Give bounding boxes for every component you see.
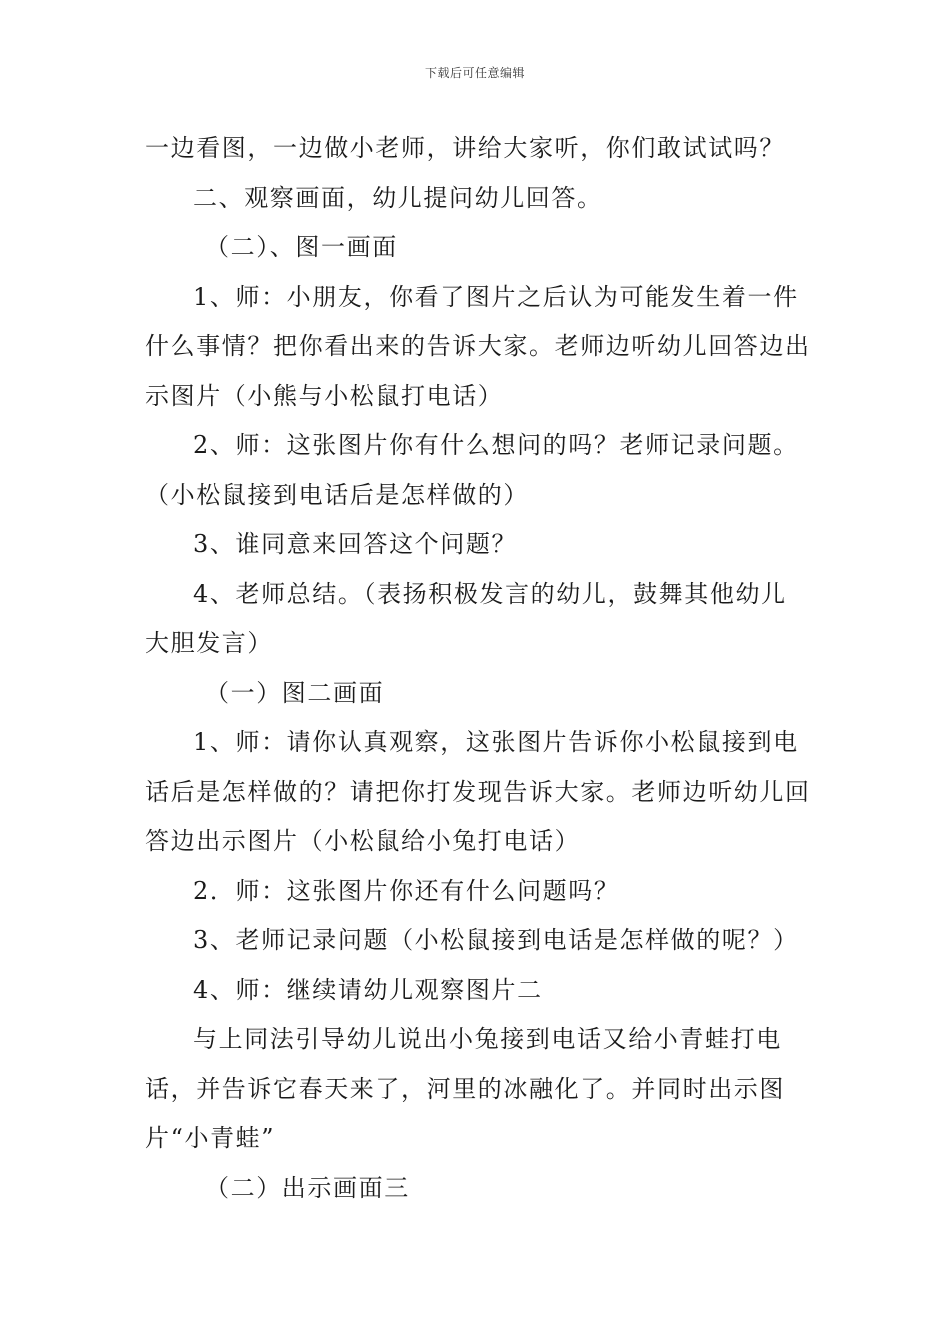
paragraph: 4、老师总结。（表扬积极发言的幼儿，鼓舞其他幼儿大胆发言） [145,579,787,657]
paragraph: 2．师：这张图片你还有什么问题吗？ [193,876,620,905]
page-header: 下载后可任意编辑 [424,66,525,80]
document-body [145,124,811,1213]
paragraph: 与上同法引导幼儿说出小兔接到电话又给小青蛙打电话，并告诉它春天来了，河里的冰融化了。并同时出示图片“小青蛙” [145,1025,785,1152]
subsection-heading: （二）出示画面三 [205,1173,410,1202]
section-heading: 二、观察画面，幼儿提问幼儿回答。 [193,183,603,212]
paragraph: 3、老师记录问题（小松鼠接到电话是怎样做的呢？） [193,926,799,954]
paragraph: 2、师：这张图片你有什么想问的吗？老师记录问题。（小松鼠接到电话后是怎样做的） [145,431,799,509]
paragraph: 1、师：小朋友，你看了图片之后认为可能发生着一件什么事情？把你看出来的告诉大家。老师边听幼儿回答边出示图片（小熊与小松鼠打电话） [145,282,811,410]
paragraph: 3、谁同意来回答这个问题？ [193,530,518,558]
paragraph: 1、师：请你认真观察，这张图片告诉你小松鼠接到电话后是怎样做的？请把你打发现告诉大家。老师边听幼儿回答边出示图片（小松鼠给小兔打电话） [145,728,811,855]
subsection-heading: （一）图二画面 [205,678,385,707]
paragraph: 4、师：继续请幼儿观察图片二 [193,975,543,1004]
paragraph: 一边看图，一边做小老师，讲给大家听，你们敢试试吗？ [145,134,785,162]
subsection-heading: （二）、图一画面 [205,233,398,261]
